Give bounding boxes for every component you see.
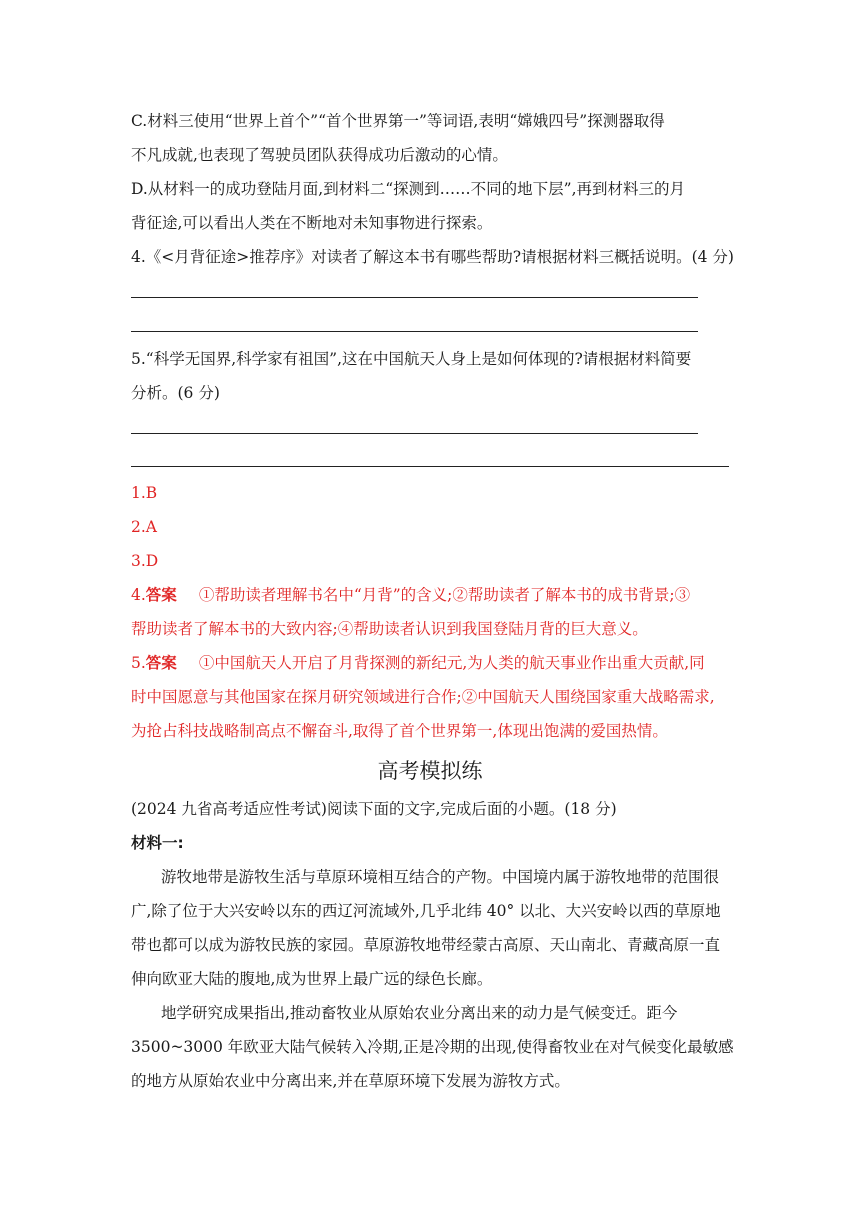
answer-blank-line	[131, 433, 698, 434]
answer-1: 1.B	[131, 484, 158, 502]
material-label: 材料一:	[131, 834, 184, 852]
question-4: 4.《<月背征途>推荐序》对读者了解这本书有哪些帮助?请根据材料三概括说明。(4 分)	[131, 248, 734, 266]
answer-5-line-2: 时中国愿意与其他国家在探月研究领域进行合作;②中国航天人围绕国家重大战略需求,	[131, 688, 715, 706]
answer-text: ①中国航天人开启了月背探测的新纪元,为人类的航天事业作出重大贡献,同	[198, 654, 705, 672]
answer-5-line-3: 为抢占科技战略制高点不懈奋斗,取得了首个世界第一,体现出饱满的爱国热情。	[131, 722, 668, 740]
paragraph-2-line-2: 3500~3000 年欧亚大陆气候转入冷期,正是冷期的出现,使得畜牧业在对气候变化最敏感	[131, 1038, 734, 1056]
answer-number: 5.	[131, 654, 146, 672]
answer-label: 答案	[145, 654, 177, 672]
paragraph-2-line-3: 的地方从原始农业中分离出来,并在草原环境下发展为游牧方式。	[131, 1072, 570, 1090]
answer-3: 3.D	[131, 552, 159, 570]
option-c-line-2: 不凡成就,也表现了驾驶员团队获得成功后激动的心情。	[131, 146, 508, 164]
answer-text: ①帮助读者理解书名中“月背”的含义;②帮助读者了解本书的成书背景;③	[198, 586, 691, 604]
section-intro: (2024 九省高考适应性考试)阅读下面的文字,完成后面的小题。(18 分)	[131, 800, 617, 818]
paragraph-1-line-3: 带也都可以成为游牧民族的家园。草原游牧地带经蒙古高原、天山南北、青藏高原一直	[131, 936, 721, 954]
answer-label: 答案	[145, 586, 177, 604]
option-d-line-2: 背征途,可以看出人类在不断地对未知事物进行探索。	[131, 214, 493, 232]
paragraph-2-line-1: 地学研究成果指出,推动畜牧业从原始农业分离出来的动力是气候变迁。距今	[161, 1004, 678, 1022]
question-5-line-2: 分析。(6 分)	[131, 384, 220, 402]
answer-blank-line	[131, 297, 698, 298]
question-5-line-1: 5.“科学无国界,科学家有祖国”,这在中国航天人身上是如何体现的?请根据材料简要	[131, 350, 692, 368]
answer-number: 4.	[131, 586, 146, 604]
paragraph-1-line-1: 游牧地带是游牧生活与草原环境相互结合的产物。中国境内属于游牧地带的范围很	[161, 868, 720, 886]
answer-2: 2.A	[131, 518, 157, 536]
option-d-line-1: D.从材料一的成功登陆月面,到材料二“探测到……不同的地下层”,再到材料三的月	[131, 180, 686, 198]
answer-4-line-1	[131, 584, 690, 606]
section-divider	[131, 466, 729, 467]
paragraph-1-line-2: 广,除了位于大兴安岭以东的西辽河流域外,几乎北纬 40° 以北、大兴安岭以西的草原地	[131, 902, 721, 920]
answer-4-line-2: 帮助读者了解本书的大致内容;④帮助读者认识到我国登陆月背的巨大意义。	[131, 620, 648, 638]
paragraph-1-line-4: 伸向欧亚大陆的腹地,成为世界上最广远的绿色长廊。	[131, 970, 493, 988]
option-c-line-1: C.材料三使用“世界上首个”“首个世界第一”等词语,表明“嫦娥四号”探测器取得	[131, 112, 665, 130]
section-title: 高考模拟练	[377, 759, 483, 783]
answer-5-line-1	[131, 652, 705, 674]
answer-blank-line	[131, 331, 698, 332]
